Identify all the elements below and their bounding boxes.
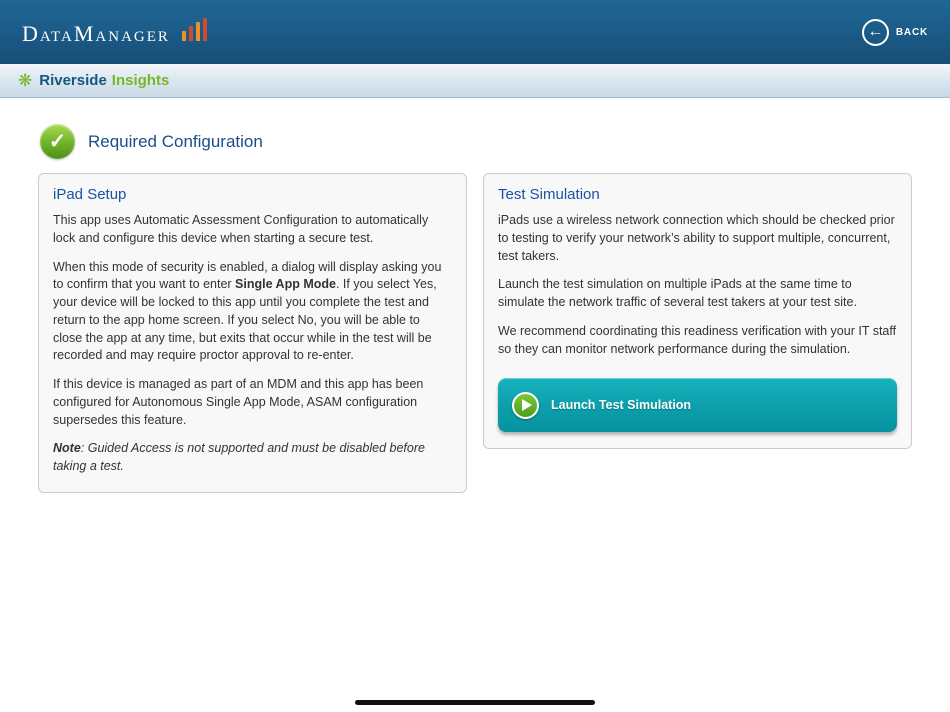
page-title: Required Configuration	[88, 131, 263, 151]
logo-text: D	[22, 21, 40, 46]
card-test-simulation	[483, 173, 912, 449]
test-simulation-paragraph-2: Launch the test simulation on multiple iPads at the same time to simulate the network traffic of several test takers at your test site.	[498, 277, 857, 309]
datamanager-logo: D ATA M ANAGER	[22, 17, 207, 47]
back-arrow-icon: ←	[862, 19, 889, 46]
back-label: BACK	[895, 26, 928, 38]
play-icon	[512, 392, 539, 419]
launch-button-label: Launch Test Simulation	[551, 398, 692, 413]
ipad-setup-paragraph-3: If this device is managed as part of an MDM and this app has been configured for Autonomous Single App Mode, ASAM configuration supersedes this feature.	[53, 377, 424, 427]
brand-riverside-text: Riverside	[39, 72, 107, 89]
brand-insights-text: Insights	[111, 72, 170, 89]
ipad-setup-paragraph-1: This app uses Automatic Assessment Configuration to automatically lock and configure this device when starting a secure test.	[53, 213, 429, 245]
test-simulation-paragraph-3: We recommend coordinating this readiness verification with your IT staff so they can monitor network performance during the simulation.	[498, 323, 897, 356]
riverside-flower-icon: ❋	[18, 71, 33, 90]
card-ipad-setup	[38, 173, 467, 493]
note-label: Note	[53, 441, 81, 456]
card-title-ipad-setup: iPad Setup	[53, 186, 127, 203]
ipad-setup-note: Note: Guided Access is not supported and must be disabled before taking a test.	[53, 441, 425, 473]
home-indicator-bar[interactable]	[355, 700, 595, 705]
app-header	[0, 0, 950, 64]
section-title-row	[40, 124, 912, 159]
cards-row	[38, 173, 912, 493]
launch-test-simulation-button[interactable]	[498, 378, 897, 432]
checkmark-icon: ✓	[40, 124, 75, 159]
card-title-test-simulation: Test Simulation	[498, 186, 600, 203]
brand-bar	[0, 64, 950, 98]
back-button[interactable]	[862, 19, 928, 46]
main-content	[0, 98, 950, 493]
bar-chart-icon	[182, 17, 207, 41]
ipad-setup-paragraph-2: When this mode of security is enabled, a dialog will display asking you to confirm that you want to enter Single App Mode. If you select Yes, your device will be locked to this app until you complete the test and return to the app home screen. If you select No, you will be able to close the app at any time, but exits that occur while in the test will be recorded and may require proctor approval to re-enter.	[53, 259, 442, 363]
single-app-mode-emphasis: Single App Mode	[235, 277, 336, 292]
test-simulation-paragraph-1: iPads use a wireless network connection which should be checked prior to testing to verify your network’s ability to support multiple, concurrent, test takers.	[498, 213, 895, 263]
